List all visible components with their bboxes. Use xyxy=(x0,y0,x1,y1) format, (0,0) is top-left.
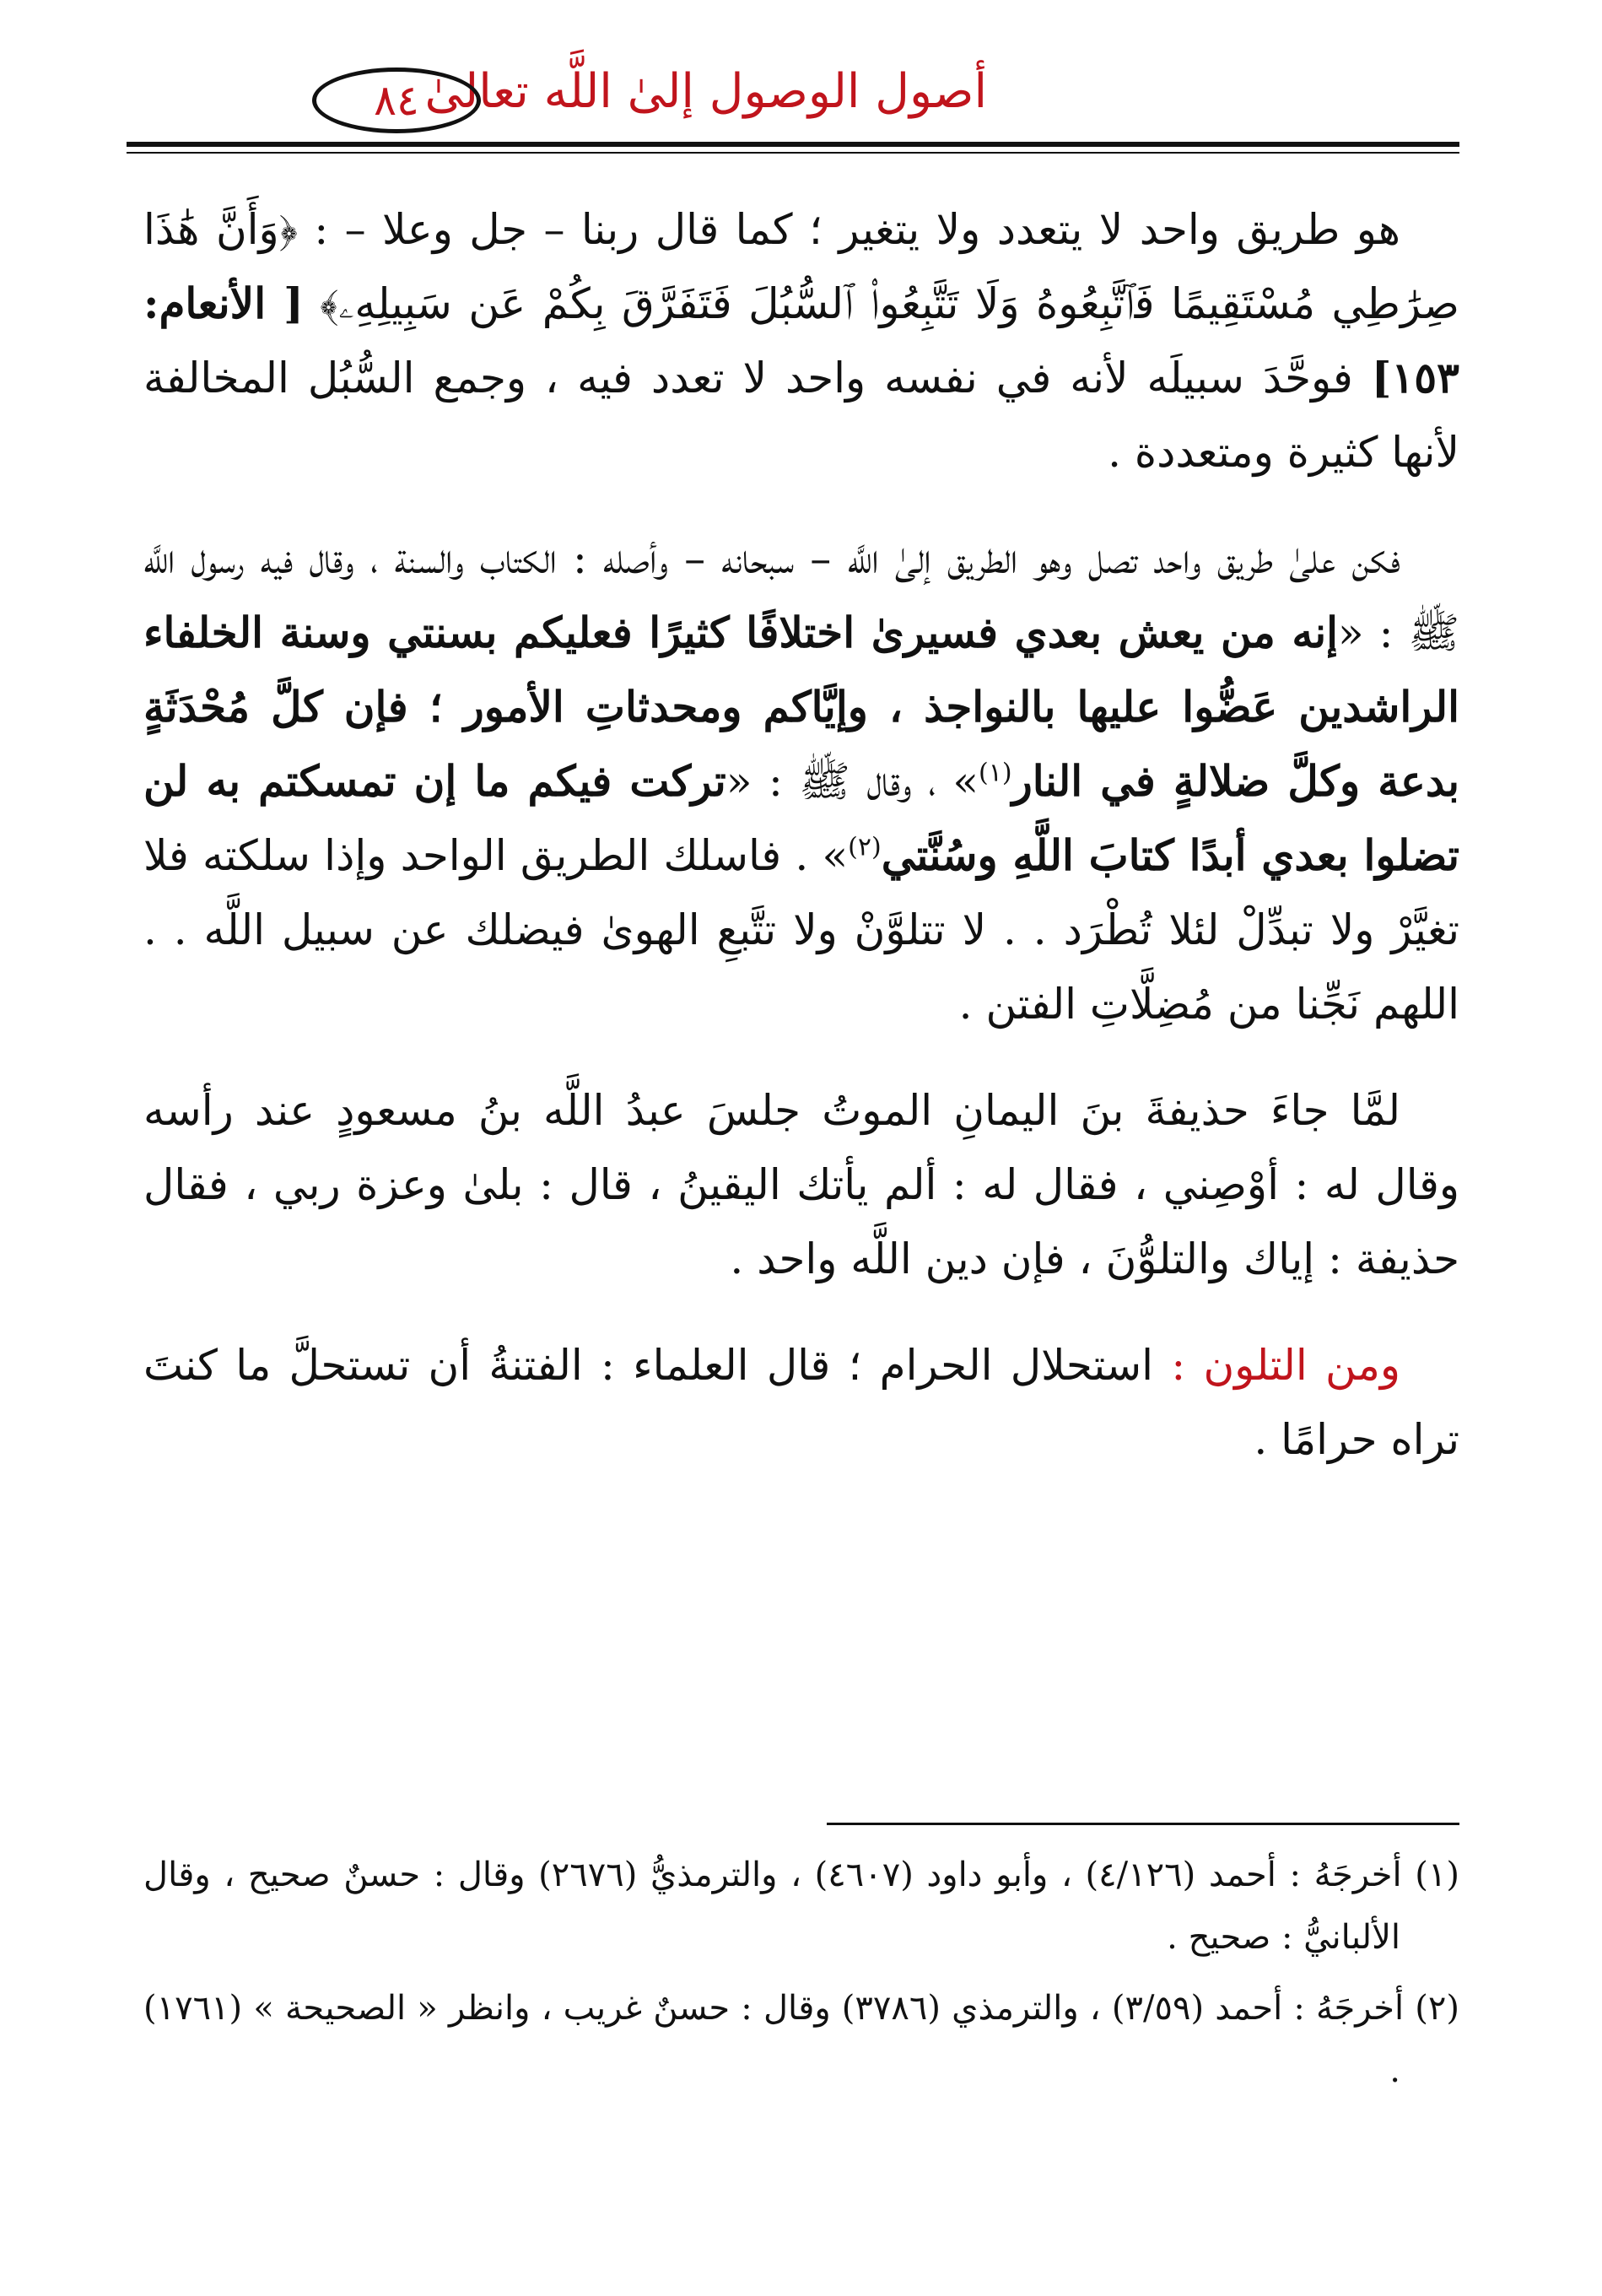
header-rule-thick xyxy=(127,142,1459,147)
paragraph-2-text: » . فاسلك الطريق الواحد وإذا سلكته فلا تغيَّرْ ولا تبدِّلْ لئلا تُطْرَد . . لا تتلوَّنْ ولا تتَّبعِ الهوىٰ فيضلك عن سبيل اللَّه . . اللهم نَجِّنا من مُضِلَّاتِ الفتن . xyxy=(143,831,1459,1029)
paragraph-3: لمَّا جاءَ حذيفةَ بنَ اليمانِ الموتُ جلسَ عبدُ اللَّه بنُ مسعودٍ عند رأسه وقال له : أوْصِني ، فقال له : ألم يأتك اليقينُ ، قال : بلىٰ وعزة ربي ، فقال حذيفة : إياك والتلوُّنَ ، فإن دين اللَّه واحد . xyxy=(143,1086,1459,1283)
paragraph-4-text: استحلال الحرام ؛ قال العلماء : الفتنةُ أن تستحلَّ ما كنتَ تراه حرامًا . xyxy=(143,1341,1459,1464)
paragraph-2-intro: فكن علىٰ طريق واحد تصل وهو الطريق إلىٰ اللَّه – سبحانه – وأصله : الكتاب والسنة ، وقال فيه رسول اللَّه ﷺ : « xyxy=(143,534,1459,657)
paragraph-4-label: ومن التلون : xyxy=(1171,1341,1400,1390)
footnote-ref-2: (٢) xyxy=(848,832,882,862)
page-number-badge: ٨٤ xyxy=(312,68,481,133)
page-header xyxy=(127,52,1459,145)
verse-reference: [ الأنعام: ١٥٣] xyxy=(143,278,1459,402)
hadith-2: تركت فيكم ما إن تمسكتم به لن تضلوا بعدي أبدًا كتابَ اللَّهِ وسُنَّتي xyxy=(143,756,1459,880)
hadith-1: إنه من يعش بعدي فسيرىٰ اختلافًا كثيرًا فعليكم بسنتي وسنة الخلفاء الراشدين عَضُّوا عليها بالنواجذ ، وإيَّاكم ومحدثاتِ الأمور ؛ فإن كلَّ مُحْدَثَةٍ بدعة وكلَّ ضلالةٍ في النار xyxy=(143,608,1460,806)
paragraph-1 xyxy=(143,192,1459,489)
paragraph-2-middle: » ، وقال ﷺ : « xyxy=(725,757,979,806)
header-rule-thin xyxy=(127,152,1459,154)
main-text xyxy=(143,192,1459,1477)
quran-verse: ﴿وَأَنَّ هَٰذَا صِرَٰطِي مُسْتَقِيمًا فَٱتَّبِعُوهُ وَلَا تَتَّبِعُوا۟ ٱلسُّبُلَ فَتَفَرَّقَ بِكُمْ عَن سَبِيلِهِۦ﴾ xyxy=(143,205,1459,328)
paragraph-1-text: فوحَّدَ سبيلَه لأنه في نفسه واحد لا تعدد فيه ، وجمع السُّبُل المخالفة لأنها كثيرة ومتعددة . xyxy=(143,354,1459,477)
footnote-ref-1: (١) xyxy=(979,758,1012,788)
footnotes xyxy=(143,1844,1459,2102)
paragraph-2 xyxy=(143,521,1459,1041)
footnote-separator xyxy=(827,1823,1459,1825)
paragraph-1-intro: هو طريق واحد لا يتعدد ولا يتغير ؛ كما قال ربنا – جل وعلا – : xyxy=(314,205,1400,254)
paragraph-4 xyxy=(143,1328,1459,1477)
running-title: أصول الوصول إلىٰ اللَّه تعالىٰ xyxy=(424,64,987,119)
footnote-1: (١) أخرجَهُ : أحمد (٤/١٢٦) ، وأبو داود (٤٦٠٧) ، والترمذيُّ (٢٦٧٦) وقال : حسنٌ صحيح ، وقال الألبانيُّ : صحيح . xyxy=(143,1856,1459,1957)
footnote-2: (٢) أخرجَهُ : أحمد (٣/٥٩) ، والترمذي (٣٧٨٦) وقال : حسنٌ غريب ، وانظر « الصحيحة » (١٧٦١) . xyxy=(143,1989,1459,2090)
